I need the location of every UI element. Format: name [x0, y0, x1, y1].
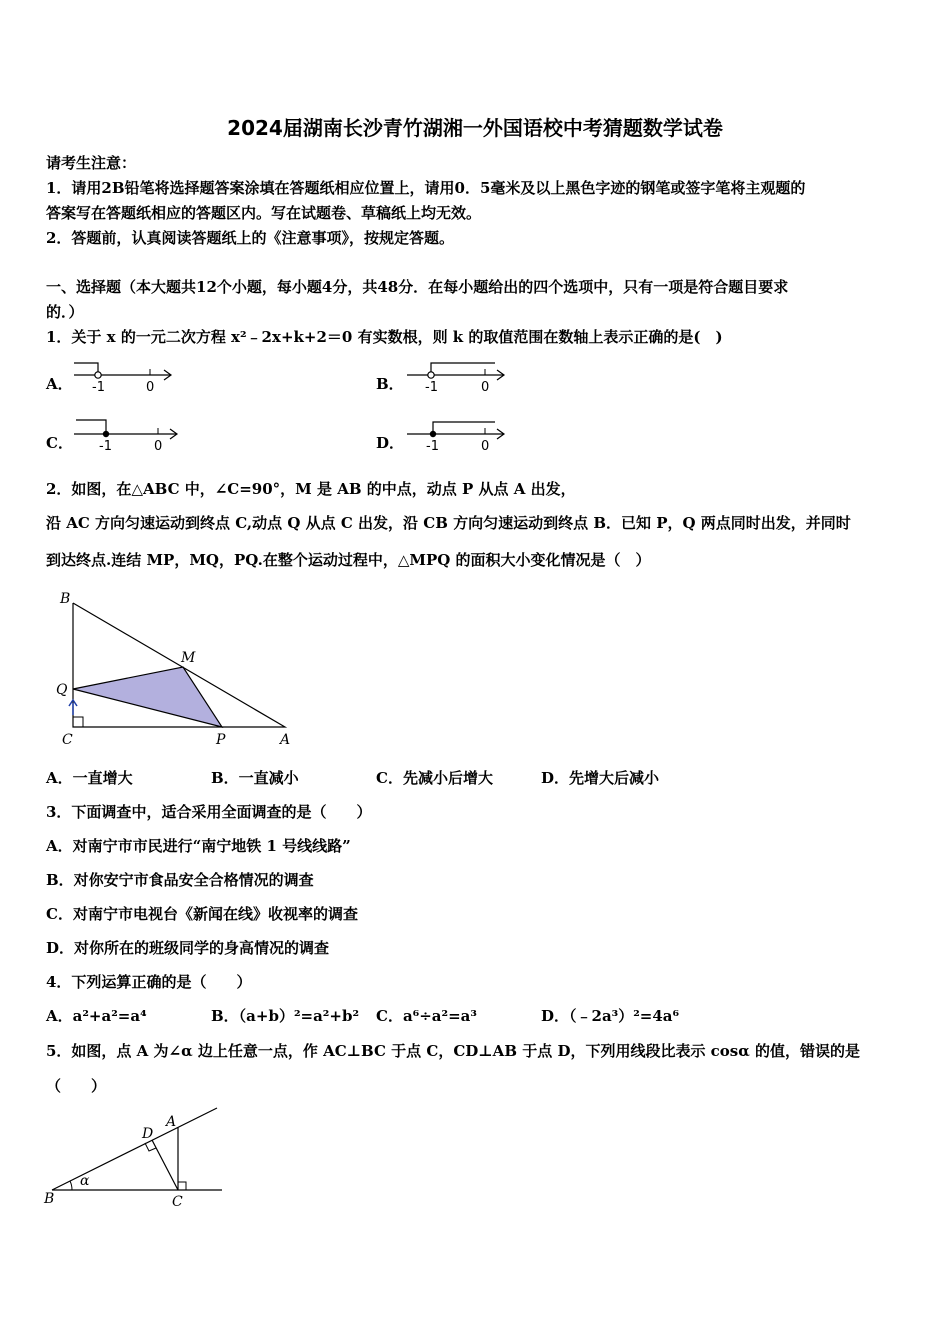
q3-option-c: C．对南宁市电视台《新闻在线》收视率的调查 [46, 905, 358, 923]
open-point [95, 372, 101, 378]
q1-option-c-label: C． [46, 434, 73, 452]
label-b: B [44, 1191, 55, 1207]
page-title: 2024届湖南长沙青竹湖湘一外国语校中考猜题数学试卷 [227, 116, 723, 140]
q1-option-b-numberline [403, 355, 513, 395]
tick-label: -1 [92, 380, 105, 395]
notice-item-1: 1．请用2B铅笔将选择题答案涂填在答题纸相应位置上，请用0．5毫米及以上黑色字迹的钢笔或签字笔将主观题的 [46, 179, 806, 197]
solid-point [103, 431, 109, 437]
solid-point [430, 431, 436, 437]
notice-item-1-cont: 答案写在答题纸相应的答题区内。写在试题卷、草稿纸上均无效。 [46, 204, 482, 222]
tick-label: -1 [425, 380, 438, 395]
label-alpha: α [80, 1173, 90, 1189]
q1-option-b-label: B． [376, 375, 404, 393]
label-a: A [280, 732, 291, 748]
question-5-stem-cont: （ ） [46, 1077, 107, 1095]
section-heading: 一、选择题（本大题共12个小题，每小题4分，共48分．在每小题给出的四个选项中，只有一项是符合题目要求 [46, 278, 789, 296]
label-c: C [62, 732, 73, 748]
tick-label: 0 [146, 380, 155, 395]
q4-option-a: A．a²+a²=a⁴ [46, 1007, 147, 1025]
question-3-stem: 3．下面调查中，适合采用全面调查的是（ ） [46, 803, 372, 821]
label-q: Q [56, 682, 68, 698]
q3-option-b: B．对你安宁市食品安全合格情况的调查 [46, 871, 314, 889]
label-a: A [166, 1114, 177, 1130]
label-c: C [172, 1194, 183, 1210]
q1-option-a-label: A． [46, 375, 73, 393]
q2-option-d: D．先增大后减小 [541, 769, 660, 787]
tick-label: -1 [426, 439, 439, 454]
section-heading-cont: 的．） [46, 303, 84, 321]
tick-label: -1 [99, 439, 112, 454]
question-2-stem: 2．如图，在△ABC 中，∠C=90°，M 是 AB 的中点，动点 P 从点 A 出发， [46, 480, 576, 498]
notice-item-2: 2．答题前，认真阅读答题纸上的《注意事项》，按规定答题。 [46, 229, 454, 247]
q1-option-a-numberline [70, 355, 180, 395]
tick-label: 0 [481, 439, 490, 454]
open-point [428, 372, 434, 378]
q1-option-d-label: D． [376, 434, 405, 452]
q1-option-d-numberline [403, 414, 513, 454]
label-b: B [60, 591, 71, 607]
q1-option-c-numberline [70, 414, 185, 454]
label-d: D [142, 1126, 154, 1142]
q4-option-d: D．（﹣2a³）²=4a⁶ [541, 1007, 680, 1025]
question-5-stem: 5．如图，点 A 为∠α 边上任意一点，作 AC⊥BC 于点 C，CD⊥AB 于点 D，下列用线段比表示 cosα 的值，错误的是 [46, 1042, 861, 1060]
tick-label: 0 [154, 439, 163, 454]
question-4-stem: 4．下列运算正确的是（ ） [46, 973, 252, 991]
q4-option-c: C．a⁶÷a²=a³ [376, 1007, 477, 1025]
question-1-stem: 1．关于 x 的一元二次方程 x²﹣2x+k+2＝0 有实数根，则 k 的取值范围在数轴上表示正确的是( ) [46, 328, 723, 346]
label-p: P [216, 732, 226, 748]
notice-heading: 请考生注意： [46, 154, 137, 172]
q2-option-a: A．一直增大 [46, 769, 133, 787]
triangle-mpq [73, 667, 222, 727]
q2-option-c: C．先减小后增大 [376, 769, 493, 787]
label-m: M [181, 650, 196, 666]
tick-label: 0 [481, 380, 490, 395]
q3-option-d: D．对你所在的班级同学的身高情况的调查 [46, 939, 330, 957]
question-2-stem-cont2: 到达终点.连结 MP，MQ，PQ.在整个运动过程中，△MPQ 的面积大小变化情况是（ ） [46, 551, 651, 569]
question-2-stem-cont: 沿 AC 方向匀速运动到终点 C,动点 Q 从点 C 出发，沿 CB 方向匀速运动到终点 B．已知 P，Q 两点同时出发，并同时 [46, 514, 851, 532]
q5-angle-figure [40, 1100, 240, 1220]
q2-triangle-figure [50, 585, 310, 755]
q3-option-a: A．对南宁市市民进行“南宁地铁 1 号线线路” [46, 837, 351, 855]
q2-option-b: B．一直减小 [211, 769, 299, 787]
q4-option-b: B．（a+b）²=a²+b² [211, 1007, 360, 1025]
